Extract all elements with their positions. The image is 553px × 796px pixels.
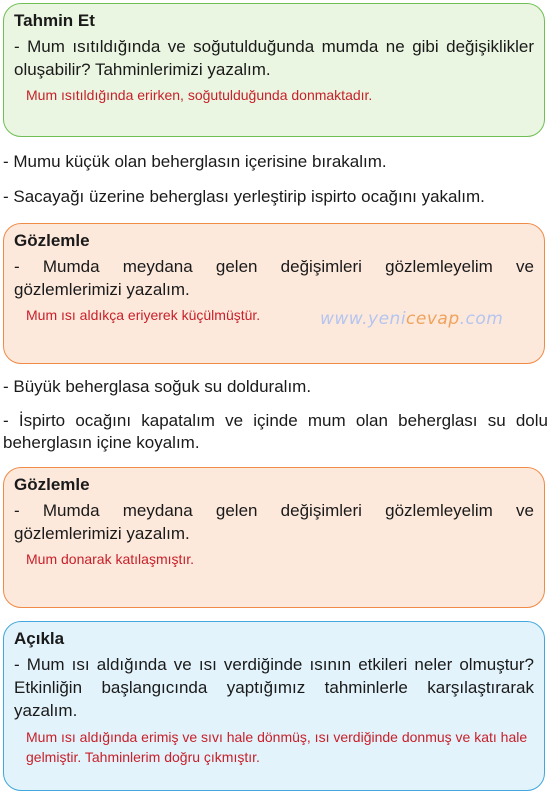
watermark-suffix: .com — [459, 309, 504, 329]
tahmin-et-title: Tahmin Et — [14, 11, 95, 30]
tahmin-et-answer: Mum ısıtıldığında erirken, soğutulduğunda donmaktadır. — [26, 87, 373, 103]
gozlemle-answer-2: Mum donarak katılaşmıştır. — [26, 551, 195, 567]
acikla-title: Açıkla — [14, 629, 65, 648]
watermark-prefix: www.yeni — [320, 309, 407, 329]
gozlemle-question-2: - Mumda meydana gelen değişimleri gözlemleyelim ve gözlemlerimizi yazalım. — [14, 501, 534, 543]
gozlemle-box-2 — [3, 467, 545, 608]
step-3: - Büyük beherglasa soğuk su dolduralım. — [3, 377, 312, 396]
step-1: - Mumu küçük olan beherglasın içerisine bırakalım. — [3, 152, 387, 171]
step-4: - İspirto ocağını kapatalım ve içinde mum olan beherglası su dolu beherglasın içine koyalım. — [3, 411, 548, 452]
gozlemle-answer-1: Mum ısı aldıkça eriyerek küçülmüştür. — [26, 307, 261, 323]
acikla-question: - Mum ısı aldığında ve ısı verdiğinde ısının etkileri neler olmuştur? Etkinliğin başlangıcında yaptığımız tahminlerle karşılaştırarak yazalım. — [14, 655, 534, 720]
gozlemle-box-1 — [3, 223, 545, 364]
step-2: - Sacayağı üzerine beherglası yerleştirip ispirto ocağını yakalım. — [3, 187, 485, 206]
gozlemle-question-1: - Mumda meydana gelen değişimleri gözlemleyelim ve gözlemlerimizi yazalım. — [14, 257, 534, 299]
gozlemle-title-2: Gözlemle — [14, 475, 90, 494]
tahmin-et-question: - Mum ısıtıldığında ve soğutulduğunda mumda ne gibi değişiklikler oluşabilir? Tahminlerimizi yazalım. — [14, 37, 534, 79]
watermark — [320, 309, 503, 329]
acikla-answer: Mum ısı aldığında erimiş ve sıvı hale dönmüş, ısı verdiğinde donmuş ve katı hale gelmiştir. Tahminlerim doğru çıkmıştır. — [26, 729, 528, 765]
watermark-highlight: cevap — [406, 309, 460, 329]
acikla-box — [3, 621, 545, 791]
tahmin-et-box — [3, 3, 545, 137]
gozlemle-title-1: Gözlemle — [14, 231, 90, 250]
